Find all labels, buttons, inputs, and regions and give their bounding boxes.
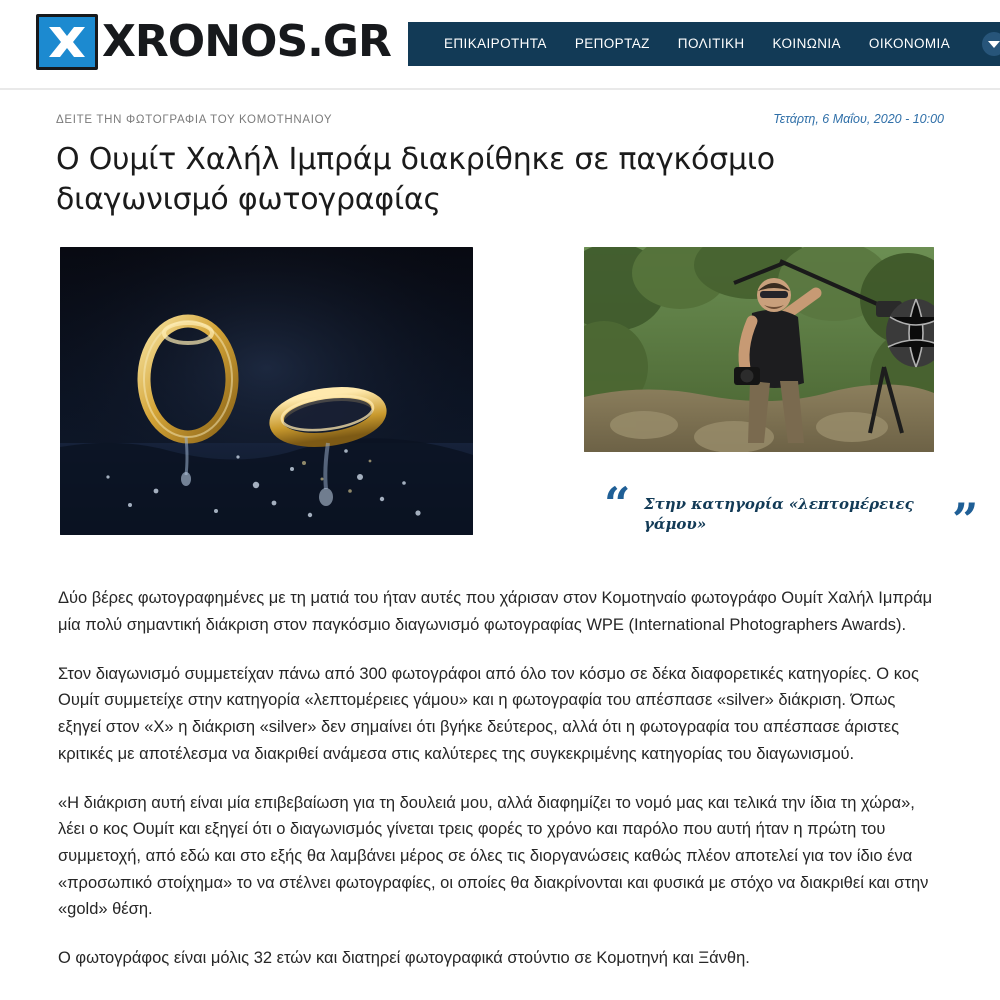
x-logo-icon [36, 14, 98, 70]
page-title: Ο Ουμίτ Χαλήλ Ιμπράμ διακρίθηκε σε παγκόσμιο διαγωνισμό φωτογραφίας [56, 142, 775, 217]
article-body [56, 585, 944, 972]
article-date: Τετάρτη, 6 Μαΐου, 2020 - 10:00 [773, 112, 944, 126]
nav-item-0[interactable]: ΕΠΙΚΑΙΡΟΤΗΤΑ [444, 36, 547, 51]
article-paragraph-3: Ο φωτογράφος είναι μόλις 32 ετών και διατηρεί φωτογραφικά στούντιο σε Κομοτηνή και Ξάνθη. [58, 949, 750, 968]
article-paragraph-1: Στον διαγωνισμό συμμετείχαν πάνω από 300 φωτογράφοι από όλο τον κόσμο σε δέκα διαφορετικές κατηγορίες. Ο κος Ουμίτ συμμετείχε στην κατηγορία «λεπτομέρειες γάμου» και η φωτογραφία του απέσπασε «silver» διάκριση. Όπως εξηγεί στον «Χ» η διάκριση «silver» δεν σημαίνει ότι βγήκε δεύτερος, αλλά ότι η φωτογραφία του απέσπασε άριστες κριτικές με αποτέλεσμα να διακριθεί ανάμεσα στις καλύτερες της συγκεκριμένης κατηγορίας του διαγωνισμού. [58, 664, 919, 763]
nav-item-1[interactable]: ΡΕΠΟΡΤΑΖ [574, 36, 650, 51]
nav-item-4[interactable]: ΟΙΚΟΝΟΜΙΑ [868, 36, 951, 51]
quote-open-icon: “ [604, 477, 631, 532]
nav-item-2[interactable]: ΠΟΛΙΤΙΚΗ [677, 36, 745, 51]
wedding-rings-photo [60, 247, 473, 535]
nav-more-button[interactable] [972, 22, 1000, 66]
pullquote [548, 471, 979, 548]
article-paragraph-2: «Η διάκριση αυτή είναι μία επιβεβαίωση για τη δουλειά μου, αλλά διαφημίζει το νομό μας και τελικά την ίδια τη χώρα», λέει ο κος Ουμίτ και εξηγεί ότι ο διαγωνισμός γίνεται τρεις φορές το χρόνο και παρόλο που αυτή ήταν η πρώτη του συμμετοχή, από εδώ και στο εξής θα λαμβάνει μέρος σε όλες τις διοργανώσεις καθώς πλέον αποτελεί για τον ίδιο ένα «προσωπικό στοίχημα» το να στέλνει φωτογραφίες, οι οποίες θα διακρίνονται και φυσικά με στόχο να διακριθεί και στην «gold» θέση. [58, 793, 929, 919]
site-logo-text: XRONOS.GR [102, 16, 391, 67]
article-kicker: ΔΕΙΤΕ ΤΗΝ ΦΩΤΟΓΡΑΦΙΑ ΤΟΥ ΚΟΜΟΤΗΝΑΙΟΥ [56, 114, 333, 126]
nav-item-3[interactable]: ΚΟΙΝΩΝΙΑ [772, 36, 841, 51]
article-media [56, 247, 979, 548]
quote-close-icon: ” [952, 493, 979, 548]
site-header [0, 0, 1000, 88]
pullquote-text: Στην κατηγορία «λεπτομέρειες γάμου» [644, 495, 914, 533]
article-paragraph-0: Δύο βέρες φωτογραφημένες με τη ματιά του ήταν αυτές που χάρισαν στον Κομοτηναίο φωτογράφο Ουμίτ Χαλήλ Ιμπράμ μία πολύ σημαντική διάκριση στον παγκόσμιο διαγωνισμό φωτογραφίας WPE (International Photographers Awards). [58, 589, 933, 634]
site-logo[interactable] [36, 14, 391, 70]
photographer-portrait-photo [584, 247, 934, 452]
article-meta-row [56, 90, 944, 126]
chevron-down-icon [982, 32, 1000, 56]
article [0, 90, 1000, 972]
main-navigation [408, 22, 1000, 66]
